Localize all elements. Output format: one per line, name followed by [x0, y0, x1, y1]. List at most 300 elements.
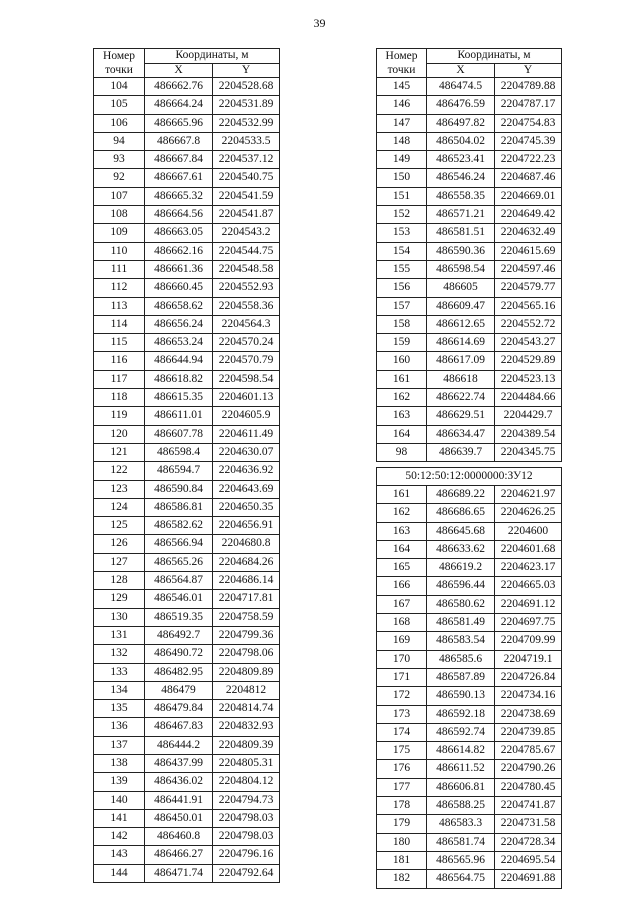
table-row	[377, 870, 562, 888]
y-cell: 2204552.72	[495, 315, 562, 333]
point-number-cell: 158	[377, 315, 427, 333]
x-cell: 486622.74	[427, 389, 495, 407]
table-row	[377, 614, 562, 632]
point-number-cell: 92	[94, 169, 145, 187]
y-cell: 2204787.17	[495, 96, 562, 114]
x-cell: 486665.96	[145, 114, 213, 132]
x-cell: 486444.2	[145, 736, 213, 754]
y-cell: 2204669.01	[495, 187, 562, 205]
y-cell: 2204552.93	[213, 279, 280, 297]
y-cell: 2204745.39	[495, 132, 562, 150]
y-cell: 2204794.73	[213, 791, 280, 809]
y-cell: 2204615.69	[495, 242, 562, 260]
y-cell: 2204597.46	[495, 260, 562, 278]
y-cell: 2204697.75	[495, 614, 562, 632]
coordinates-table-right	[376, 48, 562, 462]
point-number-cell: 145	[377, 78, 427, 96]
table-row	[377, 297, 562, 315]
y-cell: 2204728.34	[495, 833, 562, 851]
y-cell: 2204621.97	[495, 486, 562, 504]
y-cell: 2204570.24	[213, 334, 280, 352]
point-number-cell: 180	[377, 833, 427, 851]
table-row	[377, 522, 562, 540]
table-row	[94, 572, 280, 590]
y-header: Y	[495, 63, 562, 78]
y-cell: 2204523.13	[495, 370, 562, 388]
y-cell: 2204543.2	[213, 224, 280, 242]
x-cell: 486546.01	[145, 590, 213, 608]
y-cell: 2204626.25	[495, 504, 562, 522]
y-cell: 2204656.91	[213, 517, 280, 535]
point-number-cell: 174	[377, 723, 427, 741]
y-cell: 2204579.77	[495, 279, 562, 297]
table-row	[377, 78, 562, 96]
table-body-left	[94, 78, 280, 883]
point-number-cell: 160	[377, 352, 427, 370]
x-cell: 486618	[427, 370, 495, 388]
point-number-cell: 146	[377, 96, 427, 114]
point-number-cell: 151	[377, 187, 427, 205]
y-cell: 2204533.5	[213, 132, 280, 150]
y-cell: 2204531.89	[213, 96, 280, 114]
x-cell: 486586.81	[145, 498, 213, 516]
x-cell: 486619.2	[427, 559, 495, 577]
y-cell: 2204570.79	[213, 352, 280, 370]
point-number-cell: 127	[94, 553, 145, 571]
point-number-cell: 106	[94, 114, 145, 132]
coordinates-table-left	[93, 48, 280, 883]
point-number-cell: 169	[377, 632, 427, 650]
point-number-cell: 162	[377, 504, 427, 522]
table-row	[94, 114, 280, 132]
x-cell: 486583.54	[427, 632, 495, 650]
table-row	[94, 718, 280, 736]
point-number-cell: 125	[94, 517, 145, 535]
point-number-cell: 139	[94, 773, 145, 791]
table-row	[377, 668, 562, 686]
y-cell: 2204785.67	[495, 742, 562, 760]
x-cell: 486634.47	[427, 425, 495, 443]
point-number-cell: 140	[94, 791, 145, 809]
x-cell: 486566.94	[145, 535, 213, 553]
x-cell: 486609.47	[427, 297, 495, 315]
y-cell: 2204543.27	[495, 334, 562, 352]
table-row	[94, 700, 280, 718]
x-cell: 486605	[427, 279, 495, 297]
point-number-cell: 170	[377, 650, 427, 668]
y-cell: 2204719.1	[495, 650, 562, 668]
table-row	[377, 851, 562, 869]
y-cell: 2204691.12	[495, 595, 562, 613]
x-cell: 486658.62	[145, 297, 213, 315]
table-row	[94, 132, 280, 150]
x-cell: 486590.13	[427, 687, 495, 705]
table-row	[377, 486, 562, 504]
point-number-cell: 171	[377, 668, 427, 686]
y-cell: 2204630.07	[213, 443, 280, 461]
table-row	[94, 681, 280, 699]
point-number-cell: 135	[94, 700, 145, 718]
point-number-cell: 164	[377, 540, 427, 558]
y-cell: 2204649.42	[495, 206, 562, 224]
table-row	[94, 260, 280, 278]
x-cell: 486460.8	[145, 828, 213, 846]
y-cell: 2204540.75	[213, 169, 280, 187]
x-cell: 486663.05	[145, 224, 213, 242]
x-cell: 486558.35	[427, 187, 495, 205]
point-number-cell: 129	[94, 590, 145, 608]
point-number-cell: 162	[377, 389, 427, 407]
point-number-cell: 137	[94, 736, 145, 754]
y-cell: 2204691.88	[495, 870, 562, 888]
y-cell: 2204717.81	[213, 590, 280, 608]
x-cell: 486581.74	[427, 833, 495, 851]
table-row	[94, 663, 280, 681]
table-row	[94, 279, 280, 297]
x-cell: 486598.4	[145, 443, 213, 461]
table-row	[377, 242, 562, 260]
point-number-cell: 142	[94, 828, 145, 846]
x-cell: 486436.02	[145, 773, 213, 791]
table-row	[94, 187, 280, 205]
x-cell: 486594.7	[145, 462, 213, 480]
table-row	[377, 778, 562, 796]
y-cell: 2204738.69	[495, 705, 562, 723]
table-row	[94, 224, 280, 242]
table-row	[94, 443, 280, 461]
x-cell: 486582.62	[145, 517, 213, 535]
table-row	[377, 650, 562, 668]
x-cell: 486437.99	[145, 754, 213, 772]
table-row	[377, 425, 562, 443]
table-row	[377, 334, 562, 352]
x-cell: 486614.69	[427, 334, 495, 352]
x-cell: 486592.18	[427, 705, 495, 723]
y-header: Y	[213, 63, 280, 78]
table-row	[94, 151, 280, 169]
point-number-cell: 144	[94, 864, 145, 882]
table-row	[377, 632, 562, 650]
x-cell: 486519.35	[145, 608, 213, 626]
point-number-cell: 155	[377, 260, 427, 278]
table-row	[94, 608, 280, 626]
y-cell: 2204605.9	[213, 407, 280, 425]
table-row	[377, 96, 562, 114]
x-cell: 486581.51	[427, 224, 495, 242]
y-cell: 2204564.3	[213, 315, 280, 333]
x-cell: 486479	[145, 681, 213, 699]
point-number-header: Номер точки	[377, 49, 427, 78]
x-cell: 486611.52	[427, 760, 495, 778]
point-number-cell: 165	[377, 559, 427, 577]
x-cell: 486662.16	[145, 242, 213, 260]
point-number-cell: 94	[94, 132, 145, 150]
table-row	[377, 315, 562, 333]
x-cell: 486661.36	[145, 260, 213, 278]
point-number-cell: 107	[94, 187, 145, 205]
point-number-cell: 115	[94, 334, 145, 352]
y-cell: 2204680.8	[213, 535, 280, 553]
x-cell: 486590.84	[145, 480, 213, 498]
x-cell: 486450.01	[145, 809, 213, 827]
table-row	[377, 443, 562, 461]
point-number-cell: 163	[377, 407, 427, 425]
point-number-cell: 181	[377, 851, 427, 869]
point-number-cell: 117	[94, 370, 145, 388]
point-number-cell: 147	[377, 114, 427, 132]
y-cell: 2204565.16	[495, 297, 562, 315]
point-number-cell: 161	[377, 486, 427, 504]
x-cell: 486476.59	[427, 96, 495, 114]
y-cell: 2204537.12	[213, 151, 280, 169]
y-cell: 2204389.54	[495, 425, 562, 443]
y-cell: 2204544.75	[213, 242, 280, 260]
table-row	[94, 498, 280, 516]
y-cell: 2204731.58	[495, 815, 562, 833]
table-row	[94, 297, 280, 315]
table-row	[377, 132, 562, 150]
x-cell: 486615.35	[145, 389, 213, 407]
x-cell: 486581.49	[427, 614, 495, 632]
point-number-cell: 113	[94, 297, 145, 315]
table-row	[377, 407, 562, 425]
y-cell: 2204541.87	[213, 206, 280, 224]
y-cell: 2204650.35	[213, 498, 280, 516]
table-row	[94, 370, 280, 388]
point-number-cell: 98	[377, 443, 427, 461]
y-cell: 2204623.17	[495, 559, 562, 577]
x-cell: 486571.21	[427, 206, 495, 224]
x-cell: 486583.3	[427, 815, 495, 833]
x-cell: 486629.51	[427, 407, 495, 425]
x-cell: 486490.72	[145, 645, 213, 663]
table-row	[377, 742, 562, 760]
table-row	[94, 553, 280, 571]
table-row	[94, 169, 280, 187]
table-row	[377, 723, 562, 741]
table-row	[377, 169, 562, 187]
coordinates-header: Координаты, м	[427, 49, 562, 64]
x-cell: 486665.32	[145, 187, 213, 205]
table-row	[377, 114, 562, 132]
point-number-cell: 179	[377, 815, 427, 833]
y-cell: 2204541.59	[213, 187, 280, 205]
point-number-cell: 157	[377, 297, 427, 315]
table-row	[377, 577, 562, 595]
table-row	[377, 815, 562, 833]
point-number-cell: 112	[94, 279, 145, 297]
point-number-cell: 122	[94, 462, 145, 480]
y-cell: 2204686.14	[213, 572, 280, 590]
point-number-cell: 116	[94, 352, 145, 370]
x-cell: 486667.61	[145, 169, 213, 187]
point-number-cell: 167	[377, 595, 427, 613]
y-cell: 2204532.99	[213, 114, 280, 132]
point-number-cell: 110	[94, 242, 145, 260]
parcel-title: 50:12:50:12:0000000:ЗУ12	[377, 468, 562, 486]
table-body-right	[377, 78, 562, 462]
x-cell: 486590.36	[427, 242, 495, 260]
y-cell: 2204558.36	[213, 297, 280, 315]
table-row	[94, 846, 280, 864]
y-cell: 2204726.84	[495, 668, 562, 686]
point-number-cell: 164	[377, 425, 427, 443]
table-row	[377, 370, 562, 388]
y-cell: 2204600	[495, 522, 562, 540]
point-number-cell: 132	[94, 645, 145, 663]
point-number-cell: 163	[377, 522, 427, 540]
x-cell: 486587.89	[427, 668, 495, 686]
point-number-cell: 119	[94, 407, 145, 425]
table-row	[94, 462, 280, 480]
table-body-parcel	[377, 486, 562, 889]
x-cell: 486596.44	[427, 577, 495, 595]
y-cell: 2204809.39	[213, 736, 280, 754]
point-number-cell: 175	[377, 742, 427, 760]
point-number-cell: 172	[377, 687, 427, 705]
x-cell: 486482.95	[145, 663, 213, 681]
y-cell: 2204754.83	[495, 114, 562, 132]
x-cell: 486588.25	[427, 797, 495, 815]
point-number-cell: 149	[377, 151, 427, 169]
table-row	[377, 206, 562, 224]
table-row	[377, 389, 562, 407]
x-cell: 486606.81	[427, 778, 495, 796]
table-row	[377, 224, 562, 242]
point-number-cell: 182	[377, 870, 427, 888]
parcel-coordinates-table	[376, 467, 562, 889]
table-row	[377, 151, 562, 169]
x-cell: 486667.8	[145, 132, 213, 150]
x-cell: 486466.27	[145, 846, 213, 864]
x-cell: 486633.62	[427, 540, 495, 558]
x-cell: 486580.62	[427, 595, 495, 613]
x-cell: 486664.24	[145, 96, 213, 114]
x-cell: 486618.82	[145, 370, 213, 388]
point-number-cell: 178	[377, 797, 427, 815]
y-cell: 2204601.68	[495, 540, 562, 558]
point-number-cell: 130	[94, 608, 145, 626]
y-cell: 2204805.31	[213, 754, 280, 772]
y-cell: 2204709.99	[495, 632, 562, 650]
x-cell: 486689.22	[427, 486, 495, 504]
point-number-cell: 136	[94, 718, 145, 736]
point-number-cell: 143	[94, 846, 145, 864]
table-row	[377, 760, 562, 778]
y-cell: 2204528.68	[213, 78, 280, 96]
point-number-cell: 153	[377, 224, 427, 242]
x-cell: 486645.68	[427, 522, 495, 540]
table-row	[377, 187, 562, 205]
table-row	[94, 315, 280, 333]
x-cell: 486523.41	[427, 151, 495, 169]
y-cell: 2204812	[213, 681, 280, 699]
table-row	[94, 389, 280, 407]
point-number-cell: 134	[94, 681, 145, 699]
page-number: 39	[313, 16, 326, 30]
x-cell: 486660.45	[145, 279, 213, 297]
y-cell: 2204665.03	[495, 577, 562, 595]
y-cell: 2204832.93	[213, 718, 280, 736]
point-number-cell: 118	[94, 389, 145, 407]
y-cell: 2204345.75	[495, 443, 562, 461]
table-row	[94, 334, 280, 352]
x-cell: 486639.7	[427, 443, 495, 461]
coordinates-header: Координаты, м	[145, 49, 280, 64]
x-cell: 486565.26	[145, 553, 213, 571]
table-row	[94, 791, 280, 809]
x-cell: 486467.83	[145, 718, 213, 736]
table-row	[94, 828, 280, 846]
y-cell: 2204632.49	[495, 224, 562, 242]
x-header: X	[427, 63, 495, 78]
point-number-cell: 176	[377, 760, 427, 778]
y-cell: 2204734.16	[495, 687, 562, 705]
x-cell: 486617.09	[427, 352, 495, 370]
table-row	[377, 540, 562, 558]
y-cell: 2204529.89	[495, 352, 562, 370]
y-cell: 2204598.54	[213, 370, 280, 388]
point-number-cell: 138	[94, 754, 145, 772]
table-row	[94, 242, 280, 260]
table-row	[94, 206, 280, 224]
y-cell: 2204799.36	[213, 626, 280, 644]
x-cell: 486441.91	[145, 791, 213, 809]
y-cell: 2204722.23	[495, 151, 562, 169]
point-number-cell: 120	[94, 425, 145, 443]
point-number-cell: 109	[94, 224, 145, 242]
point-number-cell: 108	[94, 206, 145, 224]
table-row	[377, 504, 562, 522]
table-row	[94, 78, 280, 96]
point-number-cell: 124	[94, 498, 145, 516]
table-row	[377, 260, 562, 278]
x-cell: 486598.54	[427, 260, 495, 278]
table-row	[94, 626, 280, 644]
table-row	[377, 687, 562, 705]
y-cell: 2204741.87	[495, 797, 562, 815]
point-number-cell: 173	[377, 705, 427, 723]
table-row	[94, 96, 280, 114]
x-cell: 486614.82	[427, 742, 495, 760]
y-cell: 2204611.49	[213, 425, 280, 443]
point-number-cell: 128	[94, 572, 145, 590]
y-cell: 2204798.03	[213, 828, 280, 846]
point-number-cell: 93	[94, 151, 145, 169]
point-number-cell: 150	[377, 169, 427, 187]
table-row	[94, 645, 280, 663]
table-row	[377, 705, 562, 723]
x-cell: 486592.74	[427, 723, 495, 741]
table-row	[94, 480, 280, 498]
y-cell: 2204601.13	[213, 389, 280, 407]
point-number-cell: 154	[377, 242, 427, 260]
point-number-cell: 114	[94, 315, 145, 333]
x-cell: 486492.7	[145, 626, 213, 644]
x-cell: 486686.65	[427, 504, 495, 522]
table-row	[94, 754, 280, 772]
y-cell: 2204798.03	[213, 809, 280, 827]
point-number-cell: 156	[377, 279, 427, 297]
point-number-cell: 104	[94, 78, 145, 96]
x-cell: 486644.94	[145, 352, 213, 370]
point-number-cell: 166	[377, 577, 427, 595]
y-cell: 2204687.46	[495, 169, 562, 187]
y-cell: 2204758.59	[213, 608, 280, 626]
y-cell: 2204739.85	[495, 723, 562, 741]
x-cell: 486497.82	[427, 114, 495, 132]
x-cell: 486662.76	[145, 78, 213, 96]
